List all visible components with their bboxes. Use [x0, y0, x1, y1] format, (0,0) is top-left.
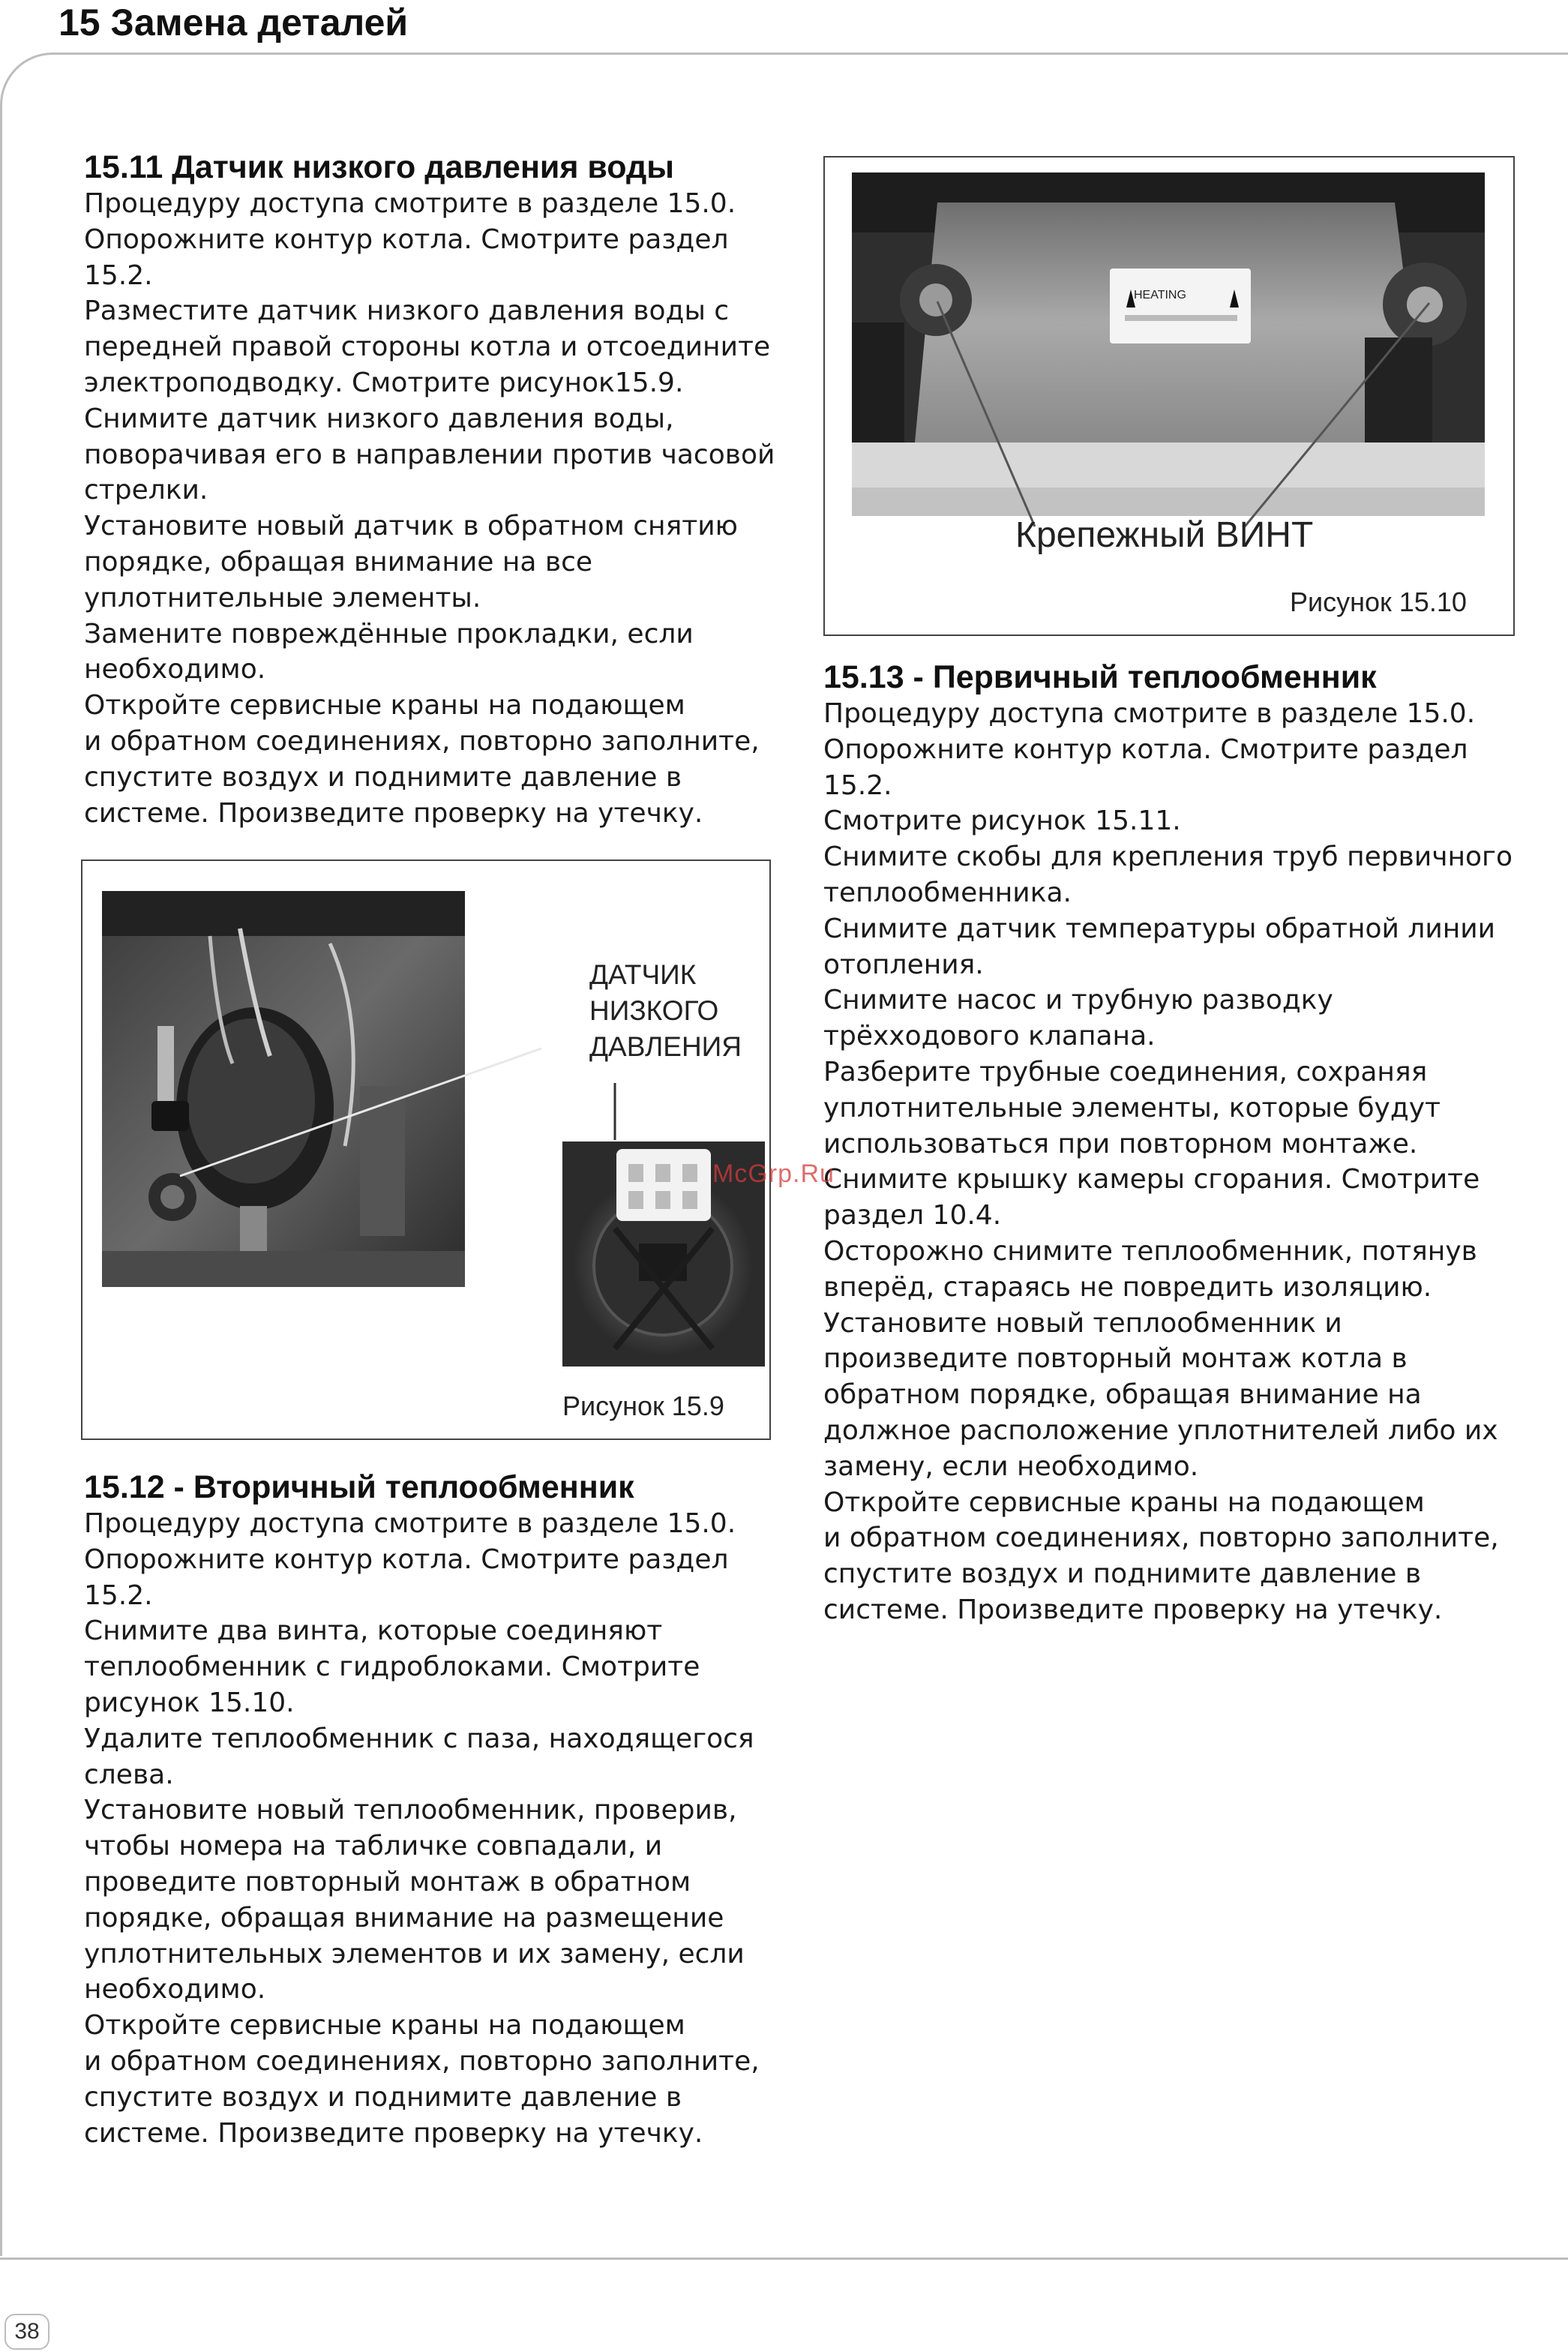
text-line: необходимо.: [84, 1974, 266, 2006]
text-line: Установите новый теплообменник, проверив,: [84, 1795, 737, 1826]
text-line: раздел 10.4.: [823, 1200, 1002, 1232]
text-line: электроподводку. Смотрите рисунок15.9.: [84, 367, 684, 398]
text-line: Установите новый теплообменник и: [823, 1307, 1342, 1339]
text-line: теплообменника.: [823, 877, 1072, 908]
text-line: Осторожно снимите теплообменник, потянув: [823, 1235, 1477, 1267]
heat-exchanger-photo: [825, 158, 1513, 634]
text-line: Откройте сервисные краны на подающем: [84, 2010, 685, 2042]
text-line: уплотнительные элементы, которые будут: [823, 1092, 1441, 1124]
figure-caption: Рисунок 15.10: [1290, 586, 1467, 617]
text-line: и обратном соединениях, повторно заполните,: [84, 2045, 760, 2077]
text-line: слева.: [84, 1759, 174, 1790]
text-line: уплотнительные элементы.: [84, 582, 481, 614]
text-line: передней правой стороны котла и отсоедините: [84, 332, 771, 363]
text-line: теплообменник с гидроблоками. Смотрите: [84, 1652, 700, 1683]
text-line: Снимите датчик низкого давления воды,: [84, 403, 674, 434]
text-line: отопления.: [823, 949, 984, 980]
text-line: системе. Произведите проверку на утечку.: [823, 1594, 1443, 1625]
text-line: должное расположение уплотнителей либо их: [823, 1414, 1498, 1446]
text-line: необходимо.: [84, 654, 266, 686]
text-line: вперёд, стараясь не повредить изоляцию.: [823, 1271, 1432, 1303]
text-line: Процедуру доступа смотрите в разделе 15.0.: [823, 698, 1476, 729]
text-line: спустите воздух и поднимите давление в: [823, 1558, 1422, 1590]
text-line: стрелки.: [84, 475, 208, 506]
text-line: Процедуру доступа смотрите в разделе 15.0.: [84, 1508, 736, 1539]
figure-15-9: [81, 860, 771, 1440]
text-line: и обратном соединениях, повторно заполните,: [823, 1522, 1499, 1554]
text-line: Разместите датчик низкого давления воды с: [84, 296, 730, 327]
text-line: Опорожните контур котла. Смотрите раздел: [823, 734, 1468, 765]
figure-15-10: [823, 156, 1515, 636]
text-line: Опорожните контур котла. Смотрите раздел: [84, 224, 729, 255]
text-line: рисунок 15.10.: [84, 1687, 295, 1718]
text-line: Замените повреждённые прокладки, если: [84, 618, 694, 650]
text-line: трёхходового клапана.: [823, 1021, 1156, 1052]
text-line: Откройте сервисные краны на подающем: [84, 690, 685, 722]
text-line: и обратном соединениях, повторно заполните,: [84, 725, 760, 757]
section-15-13: [823, 658, 1528, 1628]
text-line: Снимите датчик температуры обратной линии: [823, 913, 1496, 944]
text-line: спустите воздух и поднимите давление в: [84, 2081, 682, 2113]
text-line: Смотрите рисунок 15.11.: [823, 806, 1181, 837]
section-15-11: [84, 148, 781, 831]
page-number: 38: [4, 2314, 49, 2350]
text-line: Снимите насос и трубную разводку: [823, 985, 1333, 1016]
text-line: Снимите скобы для крепления труб первичного: [823, 842, 1513, 873]
text-line: проведите повторный монтаж в обратном: [84, 1866, 691, 1898]
figure-caption: Рисунок 15.9: [562, 1390, 724, 1421]
text-line: Снимите два винта, которые соединяют: [84, 1616, 663, 1647]
text-line: системе. Произведите проверку на утечку.: [84, 797, 703, 829]
section-title: 15.12 - Вторичный теплообменник: [84, 1469, 634, 1505]
text-line: произведите повторный монтаж котла в: [823, 1343, 1408, 1375]
label-line: ДАВЛЕНИЯ: [589, 1031, 742, 1062]
label-line: ДАТЧИК: [589, 959, 697, 990]
text-line: уплотнительных элементов и их замену, если: [84, 1938, 745, 1970]
section-title: 15.13 - Первичный теплообменник: [823, 659, 1377, 695]
plate-text: HEATING: [1134, 289, 1186, 302]
text-line: спустите воздух и поднимите давление в: [84, 761, 682, 793]
watermark: McGrp.Ru: [712, 1160, 835, 1188]
text-line: Откройте сервисные краны на подающем: [823, 1486, 1425, 1518]
section-body: [84, 1506, 781, 2151]
text-line: системе. Произведите проверку на утечку.: [84, 2117, 703, 2149]
text-line: Снимите крышку камеры сгорания. Смотрите: [823, 1164, 1480, 1196]
text-line: 15.2.: [823, 770, 892, 801]
text-line: Процедуру доступа смотрите в разделе 15.0.: [84, 188, 736, 219]
text-line: поворачивая его в направлении против часовой: [84, 439, 775, 470]
section-title: 15.11 Датчик низкого давления воды: [84, 149, 674, 185]
frame-top-divider: [51, 52, 1568, 55]
text-line: использоваться при повторном монтаже.: [823, 1128, 1418, 1160]
text-line: 15.2.: [84, 1580, 153, 1611]
text-line: Установите новый датчик в обратном снятию: [84, 511, 738, 542]
text-line: порядке, обращая внимание на размещение: [84, 1902, 724, 1934]
frame-bottom-divider: [0, 2258, 1568, 2260]
text-line: порядке, обращая внимание на все: [84, 546, 593, 578]
text-line: чтобы номера на табличке совпадали, и: [84, 1831, 663, 1862]
sensor-label: [589, 957, 742, 1065]
page-title: 15 Замена деталей: [58, 2, 409, 44]
frame-corner: [0, 52, 52, 105]
text-line: замену, если необходимо.: [823, 1450, 1199, 1482]
text-line: 15.2.: [84, 260, 153, 291]
pressure-sensor-photo: [82, 861, 769, 1438]
section-body: [823, 696, 1528, 1628]
frame-left-divider: [0, 104, 2, 2256]
text-line: Удалите теплообменник с паза, находящегося: [84, 1723, 754, 1754]
text-line: Опорожните контур котла. Смотрите раздел: [84, 1544, 729, 1575]
label-line: НИЗКОГО: [589, 995, 719, 1026]
text-line: обратном порядке, обращая внимание на: [823, 1379, 1422, 1411]
screw-label: Крепежный ВИНТ: [1015, 515, 1314, 555]
section-15-12: [84, 1468, 781, 2151]
text-line: Разберите трубные соединения, сохраняя: [823, 1056, 1428, 1088]
section-body: [84, 186, 781, 831]
